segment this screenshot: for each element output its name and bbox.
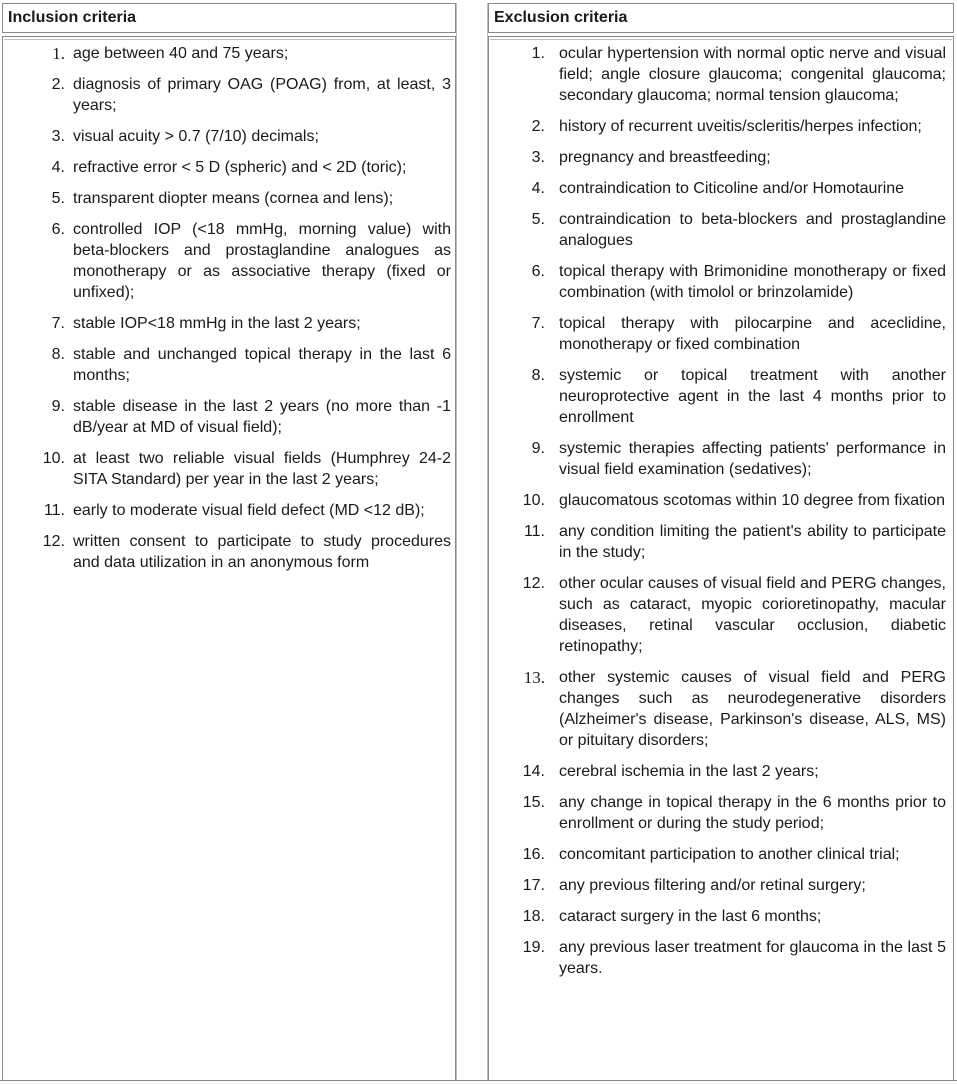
exclusion-item [489,365,946,428]
column-gap [456,3,488,1081]
item-number: 14. [522,763,545,780]
item-text: contraindication to Citicoline and/or Homotaurine [559,180,905,197]
inclusion-body [2,36,456,1081]
inclusion-item [3,219,451,303]
item-text: controlled IOP (<18 mmHg, morning value) with beta-blockers and prostaglandine analogues as monotherapy or as associative therapy (fixed or unfixed); [73,221,451,301]
item-text: transparent diopter means (cornea and lens); [73,190,394,207]
exclusion-item [489,937,946,979]
item-text: refractive error < 5 D (spheric) and < 2D (toric); [73,159,407,176]
item-number: 1. [531,45,545,62]
item-number: 9. [531,440,545,457]
item-number: 6. [51,221,65,238]
item-text: topical therapy with Brimonidine monotherapy or fixed combination (with timolol or brinzolamide) [559,263,946,301]
item-text: written consent to participate to study procedures and data utilization in an anonymous form [73,533,451,571]
item-number: 12. [42,533,65,550]
item-number: 17. [522,877,545,894]
item-text: early to moderate visual field defect (MD <12 dB); [73,502,425,519]
exclusion-item [489,667,946,751]
inclusion-item [3,500,451,521]
inclusion-item [3,126,451,147]
inclusion-item [3,74,451,116]
exclusion-item [489,792,946,834]
item-text: any previous filtering and/or retinal surgery; [559,877,866,894]
item-number: 7. [531,315,545,332]
item-text: diagnosis of primary OAG (POAG) from, at least, 3 years; [73,76,451,114]
item-text: other ocular causes of visual field and PERG changes, such as cataract, myopic corioretinopathy, macular diseases, retinal vascular occlusion, diabetic retinopathy; [559,575,946,655]
item-number: 9. [51,398,65,415]
exclusion-item [489,490,946,511]
inclusion-item [3,344,451,386]
item-number: 3. [531,149,545,166]
inclusion-list [3,43,451,583]
item-text: ocular hypertension with normal optic nerve and visual field; angle closure glaucoma; congenital glaucoma; secondary glaucoma; normal tension glaucoma; [559,45,946,104]
item-text: any condition limiting the patient's ability to participate in the study; [559,523,946,561]
exclusion-item [489,178,946,199]
item-number: 16. [522,846,545,863]
inclusion-item [3,188,451,209]
inclusion-item [3,43,451,64]
item-number: 8. [531,367,545,384]
item-text: stable IOP<18 mmHg in the last 2 years; [73,315,361,332]
item-text: at least two reliable visual fields (Humphrey 24-2 SITA Standard) per year in the last 2 years; [73,450,451,488]
exclusion-column [488,3,954,1081]
exclusion-item [489,313,946,355]
inclusion-header: Inclusion criteria [2,3,456,33]
item-number: 3. [51,128,65,145]
inclusion-item [3,313,451,334]
exclusion-list [489,43,946,989]
item-number: 11. [43,502,65,519]
item-number: 11. [523,523,545,540]
item-number: 10. [42,450,65,467]
item-number: 5. [531,211,545,228]
item-number: 8. [51,346,65,363]
item-number: 5. [51,190,65,207]
item-text: any change in topical therapy in the 6 months prior to enrollment or during the study period; [559,794,946,832]
exclusion-body [488,36,954,1081]
item-text: systemic or topical treatment with another neuroprotective agent in the last 4 months prior to enrollment [559,367,946,426]
exclusion-item [489,209,946,251]
exclusion-header: Exclusion criteria [488,3,954,33]
item-text: topical therapy with pilocarpine and aceclidine, monotherapy or fixed combination [559,315,946,353]
item-text: concomitant participation to another clinical trial; [559,846,900,863]
item-text: pregnancy and breastfeeding; [559,149,771,166]
exclusion-item [489,844,946,865]
item-text: contraindication to beta-blockers and prostaglandine analogues [559,211,946,249]
exclusion-item [489,261,946,303]
item-number: 19. [522,939,545,956]
item-number: 4. [531,180,545,197]
item-number: 7. [51,315,65,332]
item-text: stable disease in the last 2 years (no more than -1 dB/year at MD of visual field); [73,398,451,436]
exclusion-item [489,573,946,657]
exclusion-item [489,116,946,137]
inclusion-item [3,157,451,178]
item-text: glaucomatous scotomas within 10 degree from fixation [559,492,945,509]
bottom-rule [0,1080,957,1081]
item-number: 10. [522,492,545,509]
item-number: 12. [522,575,545,592]
inclusion-item [3,531,451,573]
inclusion-item [3,396,451,438]
item-number: 4. [51,159,65,176]
item-text: visual acuity > 0.7 (7/10) decimals; [73,128,319,145]
item-text: other systemic causes of visual field and PERG changes such as neurodegenerative disorders (Alzheimer's disease, Parkinson's disease, ALS, MS) or pituitary disorders; [559,669,946,749]
item-number: 2. [51,76,65,93]
item-text: cataract surgery in the last 6 months; [559,908,822,925]
item-text: stable and unchanged topical therapy in the last 6 months; [73,346,451,384]
exclusion-item [489,43,946,106]
item-number: 13. [523,668,545,687]
item-number: 15. [522,794,545,811]
item-text: systemic therapies affecting patients' performance in visual field examination (sedatives); [559,440,946,478]
exclusion-item [489,147,946,168]
exclusion-item [489,875,946,896]
inclusion-item [3,448,451,490]
exclusion-item [489,906,946,927]
item-text: history of recurrent uveitis/scleritis/herpes infection; [559,118,922,135]
inclusion-column [2,3,456,1081]
item-number: 18. [522,908,545,925]
item-text: any previous laser treatment for glaucoma in the last 5 years. [559,939,946,977]
exclusion-item [489,438,946,480]
exclusion-item [489,521,946,563]
exclusion-item [489,761,946,782]
item-number: 6. [531,263,545,280]
item-number: 1. [52,44,65,63]
item-number: 2. [531,118,545,135]
item-text: cerebral ischemia in the last 2 years; [559,763,819,780]
item-text: age between 40 and 75 years; [73,45,289,62]
